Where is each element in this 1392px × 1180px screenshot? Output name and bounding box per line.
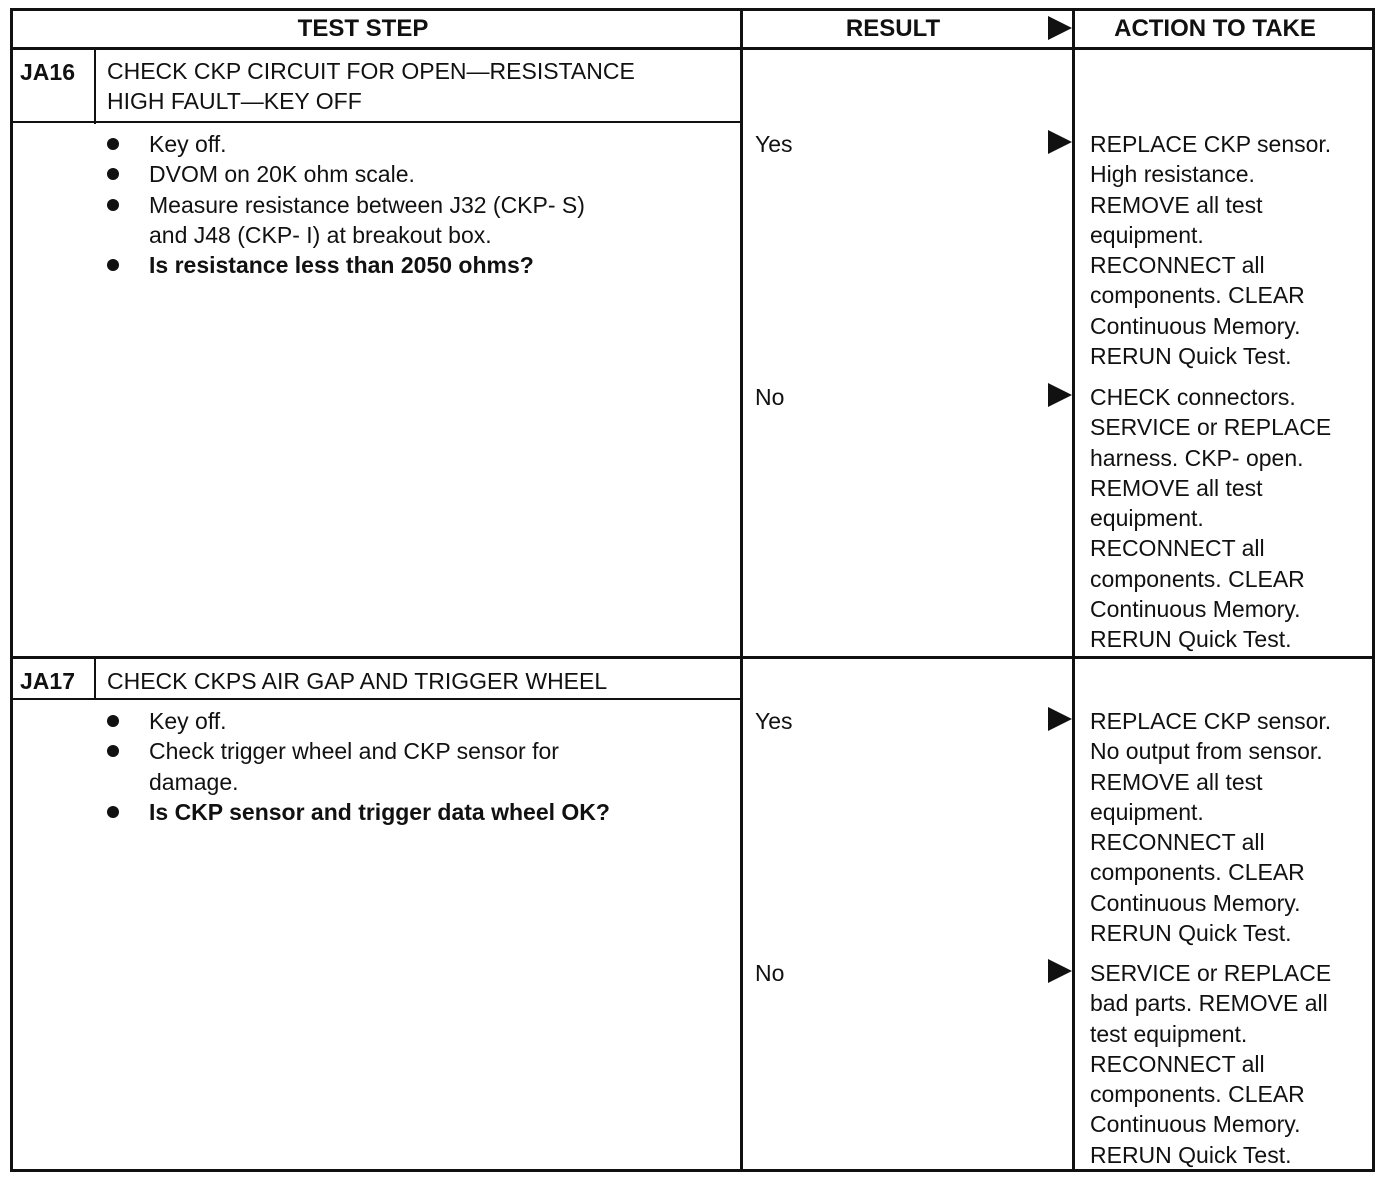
- header-result: RESULT: [845, 15, 941, 42]
- column-divider-result: [740, 8, 743, 1172]
- row-divider: [10, 656, 1375, 659]
- procedure-question: Is CKP sensor and trigger data wheel OK?: [107, 797, 610, 827]
- result-arrow-icon: [1048, 383, 1072, 407]
- step-id: JA16: [20, 59, 75, 85]
- step-id: JA17: [20, 668, 75, 694]
- table-top-border: [10, 8, 1375, 11]
- procedure-item: DVOM on 20K ohm scale.: [107, 159, 585, 189]
- procedure-item: Check trigger wheel and CKP sensor for damage.: [107, 736, 610, 797]
- step-title-underline: [10, 698, 741, 700]
- action-text: REPLACE CKP sensor. No output from sensor. REMOVE all test equipment. RECONNECT all components. CLEAR Continuous Memory. RERUN Quick Test.: [1090, 708, 1332, 947]
- result-arrow-icon: [1048, 959, 1072, 983]
- table-left-border: [10, 8, 13, 1172]
- procedure-item: Key off.: [107, 706, 610, 736]
- procedure-item: Key off.: [107, 129, 585, 159]
- step-title: CHECK CKP CIRCUIT FOR OPEN—RESISTANCE HIGH FAULT—KEY OFF: [107, 58, 635, 115]
- procedure-question: Is resistance less than 2050 ohms?: [107, 250, 585, 280]
- header-arrow-icon: [1048, 16, 1072, 40]
- step-id-divider: [94, 48, 96, 124]
- result-arrow-icon: [1048, 130, 1072, 154]
- step-procedure-list: [107, 706, 610, 827]
- step-procedure-list: [107, 129, 585, 280]
- result-label-yes: Yes: [755, 708, 793, 734]
- action-text: SERVICE or REPLACE bad parts. REMOVE all test equipment. RECONNECT all components. CLEAR Continuous Memory. RERUN Quick Test.: [1090, 960, 1332, 1168]
- step-title-underline: [10, 121, 741, 123]
- header-action: ACTION TO TAKE: [1114, 15, 1316, 42]
- result-label-no: No: [755, 384, 785, 410]
- header-bottom-border: [10, 47, 1375, 50]
- result-label-no: No: [755, 960, 785, 986]
- action-text: REPLACE CKP sensor. High resistance. REMOVE all test equipment. RECONNECT all components. CLEAR Continuous Memory. RERUN Quick Test.: [1090, 131, 1332, 370]
- action-text: CHECK connectors. SERVICE or REPLACE harness. CKP- open. REMOVE all test equipment. RECONNECT all components. CLEAR Continuous Memory. RERUN Quick Test.: [1090, 384, 1332, 653]
- result-label-yes: Yes: [755, 131, 793, 157]
- procedure-item: Measure resistance between J32 (CKP- S) and J48 (CKP- I) at breakout box.: [107, 190, 585, 251]
- table-right-border: [1372, 8, 1375, 1172]
- step-title: CHECK CKPS AIR GAP AND TRIGGER WHEEL: [107, 668, 608, 694]
- column-divider-action: [1072, 8, 1075, 1172]
- result-arrow-icon: [1048, 707, 1072, 731]
- step-id-divider: [94, 657, 96, 700]
- header-test-step: TEST STEP: [297, 15, 429, 42]
